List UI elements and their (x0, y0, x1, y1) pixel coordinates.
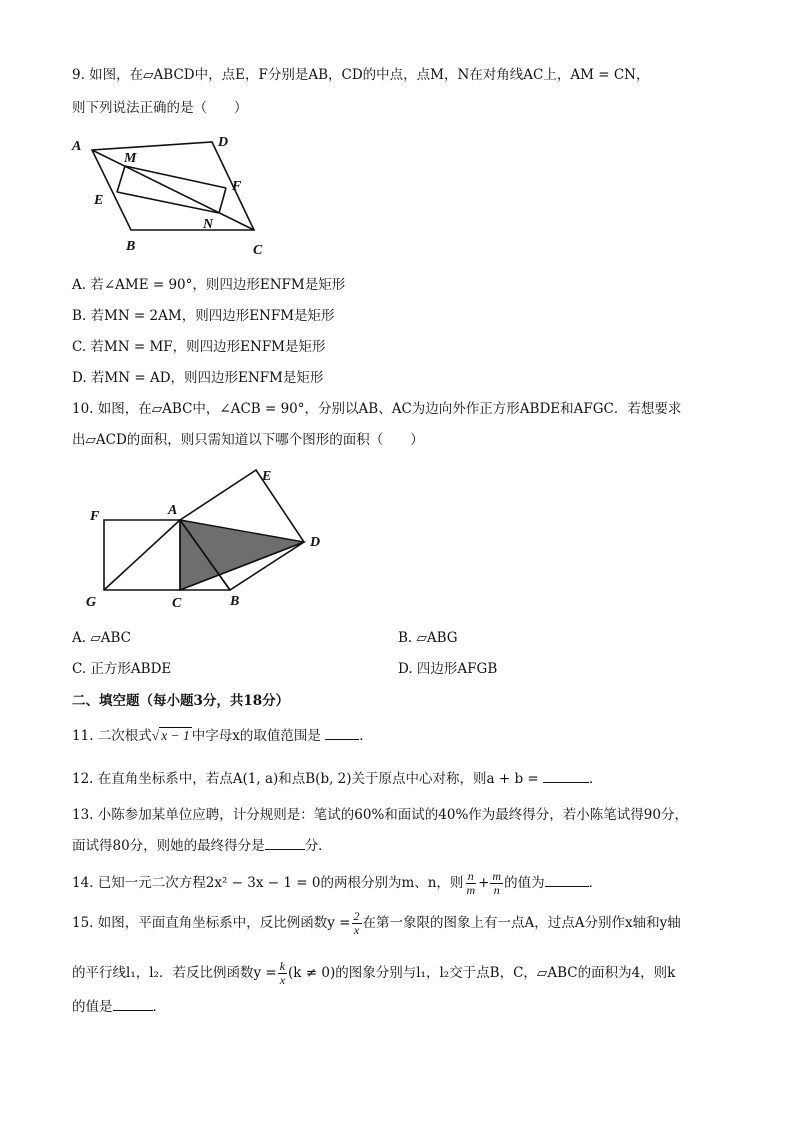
q14-frac1-den: m (466, 883, 476, 897)
q10-option-b[interactable]: B. ▱ABG (398, 630, 458, 646)
q14-frac2-den: n (493, 883, 500, 897)
q10-squares-figure (76, 462, 346, 612)
q14-end: ． (588, 875, 603, 891)
q14-frac2-num: m (492, 869, 502, 883)
q15-line1-post: 在第一象限的图象上有一点A，过点A分别作x轴和y轴 (362, 915, 681, 931)
q10-label-a: A (168, 503, 178, 518)
q10-option-a[interactable]: A. ▱ABC (72, 630, 131, 646)
q9-label-b: B (126, 239, 136, 254)
q15-line2-post: (k ≠ 0)的图象分别与l₁，l₂交于点B，C，▱ABC的面积为4，则k (288, 965, 676, 981)
q9-label-n: N (203, 217, 214, 232)
q14-post: 的值为 (504, 875, 545, 891)
q9-segment-mf (125, 166, 226, 188)
q15-line2-pre: 的平行线l₁，l₂．若反比例函数y = (72, 965, 277, 981)
q12-text: 12. 在直角坐标系中，若点A(1, a)和点B(b, 2)关于原点中心对称，则a + b = (72, 771, 539, 787)
q14-answer-blank[interactable] (545, 874, 589, 887)
q10-label-b: B (230, 594, 240, 609)
q12-line (72, 770, 603, 788)
q9-segment-em (117, 166, 125, 192)
q11-radicand: x − 1 (161, 728, 190, 743)
q14-fraction-m-over-n (490, 870, 503, 897)
q9-label-m: M (124, 151, 137, 166)
section2-title: 二、填空题（每小题3分，共18分） (72, 693, 290, 709)
q9-label-d: D (218, 135, 229, 150)
q9-option-d[interactable]: D. 若MN = AD，则四边形ENFM是矩形 (72, 370, 324, 386)
q9-parallelogram-figure (66, 134, 286, 262)
q9-label-a: A (72, 139, 82, 154)
q10-option-d[interactable]: D. 四边形AFGB (398, 661, 498, 677)
q14-plus: + (478, 875, 490, 891)
q9-label-f: F (232, 179, 242, 194)
q15-end: ． (152, 999, 166, 1015)
q9-stem-line1: 9. 如图，在▱ABCD中，点E，F分别是AB，CD的中点，点M，N在对角线AC上，AM = CN， (72, 67, 650, 83)
q15-fraction-2-over-x (352, 910, 362, 937)
q11-post: 中字母x的取值范围是 (191, 728, 321, 744)
q14-pre: 14. 已知一元二次方程2x² − 3x − 1 = 0的两根分别为m、n，则 (72, 875, 464, 891)
q9-segment-fn (219, 188, 226, 213)
q14-line (72, 868, 602, 898)
q9-option-b[interactable]: B. 若MN = 2AM，则四边形ENFM是矩形 (72, 308, 335, 324)
q13-line2: 面试得80分，则她的最终得分是 (72, 838, 265, 854)
q9-parallelogram-abcd (92, 142, 254, 230)
q9-option-a[interactable]: A. 若∠AME = 90°，则四边形ENFM是矩形 (72, 277, 346, 293)
q10-label-e: E (262, 469, 272, 484)
q12-answer-blank[interactable] (543, 770, 589, 783)
q14-frac1-num: n (467, 869, 474, 883)
q9-label-e: E (94, 193, 104, 208)
q9-label-c: C (253, 243, 263, 258)
q11-pre: 11. 二次根式 (72, 728, 152, 744)
q10-segment-ga (104, 520, 180, 590)
q13-end: 分． (304, 838, 332, 854)
q15-line3-row (72, 998, 166, 1016)
q10-stem-line2: 出▱ACD的面积，则只需知道以下哪个图形的面积（ ） (72, 432, 424, 448)
q11-answer-blank[interactable] (325, 727, 359, 740)
q15-answer-blank[interactable] (113, 998, 153, 1011)
q15-fraction-k-over-x (278, 960, 287, 987)
q10-label-g: G (86, 595, 97, 610)
q15-frac-b-den: x (279, 973, 286, 987)
q9-segment-ne (117, 192, 219, 213)
q13-line1: 13. 小陈参加某单位应聘，计分规则是：笔试的60%和面试的40%作为最终得分，若小陈笔试得90分， (72, 807, 688, 823)
q15-frac-b-num: k (279, 959, 286, 973)
q15-line3: 的值是 (72, 999, 113, 1015)
q10-stem-line1: 10. 如图，在▱ABC中，∠ACB = 90°，分别以AB、AC为边向外作正方形ABDE和AFGC．若想要求 (72, 401, 682, 417)
q14-fraction-n-over-m (464, 870, 477, 897)
q10-label-d: D (310, 535, 321, 550)
q10-label-f: F (90, 509, 100, 524)
q10-option-c[interactable]: C. 正方形ABDE (72, 661, 172, 677)
q13-line2-row (72, 837, 332, 855)
q11-end: ． (359, 728, 373, 744)
q9-stem-line2: 则下列说法正确的是（ ） (72, 100, 248, 116)
q10-label-c: C (172, 596, 182, 611)
q15-line1-pre: 15. 如图，平面直角坐标系中，反比例函数y = (72, 915, 351, 931)
q15-line1 (72, 908, 681, 938)
q15-frac-a-num: 2 (353, 909, 360, 923)
q11-line (72, 727, 373, 745)
q11-sqrt: √ x − 1 (151, 728, 190, 743)
q12-end: ． (589, 771, 603, 787)
q9-option-c[interactable]: C. 若MN = MF，则四边形ENFM是矩形 (72, 339, 326, 355)
q13-answer-blank[interactable] (265, 837, 305, 850)
q9-diagonal-ac (92, 150, 254, 230)
q15-frac-a-den: x (353, 923, 360, 937)
q15-line2 (72, 958, 675, 988)
